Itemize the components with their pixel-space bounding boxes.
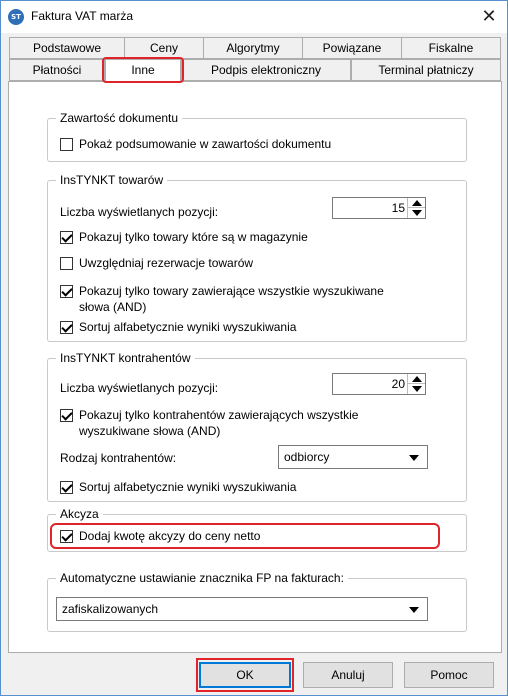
spin-down-icon[interactable]: [408, 384, 425, 394]
app-icon: ST: [8, 9, 24, 25]
fp-marker-select[interactable]: [56, 597, 428, 621]
contractor-type-select[interactable]: [278, 445, 428, 469]
help-button[interactable]: Pomoc: [404, 662, 494, 688]
add-excise-checkbox[interactable]: [60, 530, 73, 543]
goods-all-words-label-line2: słowa (AND): [79, 300, 147, 314]
tab-fiskalne[interactable]: Fiskalne: [401, 37, 501, 59]
goods-count-value[interactable]: 15: [391, 201, 405, 215]
group-title: InsTYNKT kontrahentów: [56, 351, 195, 365]
goods-all-words-checkbox[interactable]: [60, 285, 73, 298]
contractors-all-words-checkbox[interactable]: [60, 409, 73, 422]
group-fp-marker: [47, 571, 467, 632]
tab-terminal-platniczy[interactable]: Terminal płatniczy: [351, 59, 501, 81]
group-insynkt-goods: [47, 173, 467, 342]
show-summary-label: Pokaż podsumowanie w zawartości dokumentu: [79, 137, 332, 151]
tab-panel: [8, 81, 502, 653]
ok-button[interactable]: OK: [199, 662, 291, 688]
spinner-buttons: [407, 374, 425, 394]
group-title: Automatyczne ustawianie znacznika FP na fakturach:: [56, 571, 348, 585]
spin-up-icon[interactable]: [408, 374, 425, 384]
close-icon[interactable]: ✕: [481, 6, 497, 27]
spin-down-icon[interactable]: [408, 208, 425, 218]
contractors-all-words-label-line1: Pokazuj tylko kontrahentów zawierających wszystkie: [79, 408, 359, 422]
spinner-buttons: [407, 198, 425, 218]
group-title: InsTYNKT towarów: [56, 173, 167, 187]
fp-marker-value: zafiskalizowanych: [62, 602, 159, 616]
spin-up-icon[interactable]: [408, 198, 425, 208]
goods-sort-label: Sortuj alfabetycznie wyniki wyszukiwania: [79, 320, 297, 334]
tab-ceny[interactable]: Ceny: [124, 37, 204, 59]
reservations-checkbox[interactable]: [60, 257, 73, 270]
only-in-stock-label: Pokazuj tylko towary które są w magazynie: [79, 230, 308, 244]
window-title: Faktura VAT marża: [31, 9, 134, 23]
cancel-button[interactable]: Anuluj: [303, 662, 393, 688]
only-in-stock-checkbox[interactable]: [60, 231, 73, 244]
chevron-down-icon: [409, 607, 419, 613]
contractors-count-spinner[interactable]: [332, 373, 426, 395]
goods-count-label: Liczba wyświetlanych pozycji:: [60, 205, 219, 219]
add-excise-label: Dodaj kwotę akcyzy do ceny netto: [79, 529, 261, 543]
title-bar: [1, 1, 507, 33]
tab-podpis-elektroniczny[interactable]: Podpis elektroniczny: [181, 59, 351, 81]
group-insynkt-contractors: [47, 351, 467, 502]
contractors-sort-label: Sortuj alfabetycznie wyniki wyszukiwania: [79, 480, 297, 494]
tab-platnosci[interactable]: Płatności: [9, 59, 105, 81]
contractors-count-value[interactable]: 20: [391, 377, 405, 391]
group-excise: [47, 507, 467, 552]
reservations-label: Uwzględniaj rezerwacje towarów: [79, 256, 254, 270]
contractors-sort-checkbox[interactable]: [60, 481, 73, 494]
group-title: Zawartość dokumentu: [56, 111, 182, 125]
tab-powiazane[interactable]: Powiązane: [302, 37, 402, 59]
tab-inne[interactable]: Inne: [105, 59, 181, 83]
goods-sort-checkbox[interactable]: [60, 321, 73, 334]
goods-all-words-label-line1: Pokazuj tylko towary zawierające wszystkie wyszukiwane: [79, 284, 384, 298]
contractors-all-words-label-line2: wyszukiwane słowa (AND): [79, 424, 221, 438]
contractor-type-value: odbiorcy: [284, 450, 330, 464]
group-title: Akcyza: [56, 507, 103, 521]
contractors-count-label: Liczba wyświetlanych pozycji:: [60, 381, 219, 395]
tab-podstawowe[interactable]: Podstawowe: [9, 37, 125, 59]
contractor-type-label: Rodzaj kontrahentów:: [60, 451, 177, 465]
group-document: [47, 111, 467, 162]
goods-count-spinner[interactable]: [332, 197, 426, 219]
show-summary-checkbox[interactable]: [60, 138, 73, 151]
chevron-down-icon: [409, 455, 419, 461]
tab-algorytmy[interactable]: Algorytmy: [203, 37, 303, 59]
